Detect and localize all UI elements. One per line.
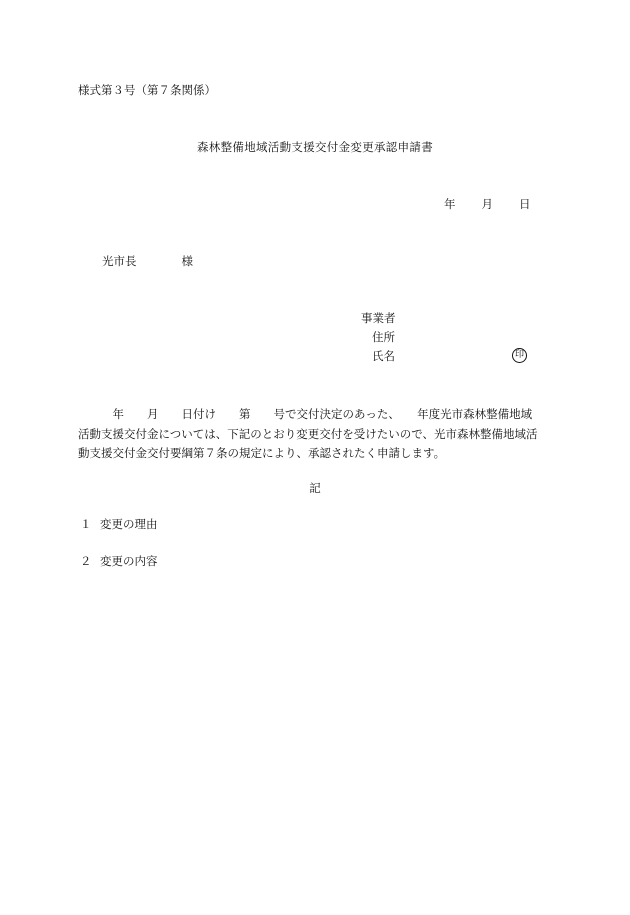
date-day-label: 日 <box>519 197 531 211</box>
body-line-1: 年 月 日付け 第 号で交付決定のあった、 年度光市森林整備地域 <box>78 407 533 421</box>
body-line-3: 動支援交付金交付要綱第７条の規定により、承認されたく申請します。 <box>78 446 446 460</box>
addressee <box>102 256 193 268</box>
date-year-label: 年 <box>444 197 456 211</box>
item-label: 変更の理由 <box>100 517 158 531</box>
name-label: 氏名 <box>372 349 395 363</box>
item-number: ２ <box>80 554 92 568</box>
seal-mark: 印 <box>512 348 527 363</box>
list-item <box>80 556 158 568</box>
list-item <box>80 519 158 531</box>
addressee-suffix: 様 <box>181 254 193 268</box>
applicant-label: 事業者 <box>361 311 396 325</box>
item-number: １ <box>80 517 92 531</box>
address-label: 住所 <box>372 330 395 344</box>
date-month-label: 月 <box>481 197 493 211</box>
record-heading: 記 <box>309 481 321 495</box>
form-number: 様式第３号（第７条関係） <box>78 83 216 97</box>
body-paragraph <box>78 405 548 464</box>
date-line <box>444 199 531 211</box>
applicant-block <box>361 313 396 370</box>
document-title: 森林整備地域活動支援交付金変更承認申請書 <box>197 140 433 154</box>
addressee-name: 光市長 <box>102 254 137 268</box>
item-label: 変更の内容 <box>100 554 158 568</box>
body-line-2: 活動支援交付金については、下記のとおり変更交付を受けたいので、光市森林整備地域活 <box>78 426 538 441</box>
